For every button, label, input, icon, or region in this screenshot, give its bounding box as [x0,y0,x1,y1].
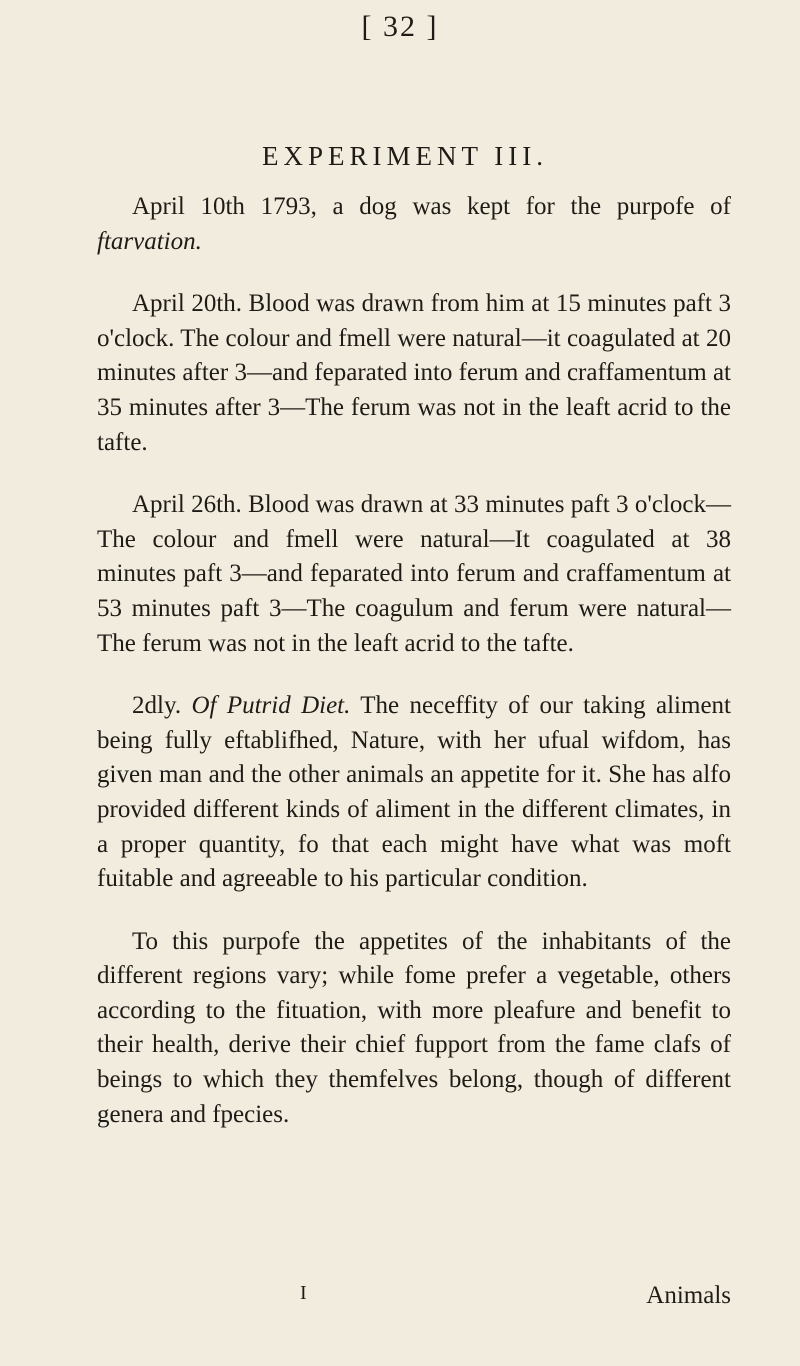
italic-subheading: Of Putrid Diet. [191,692,351,720]
body-text [97,190,731,1160]
catchword: Animals [646,1282,731,1309]
page-number: [ 32 ] [361,10,439,43]
paragraph-starvation [97,190,731,259]
signature-mark: I [300,1282,307,1304]
paragraph-prefix: 2dly. [132,692,192,720]
paragraph-april-26: April 26th. Blood was drawn at 33 minutes paft 3 o'clock—The colour and fmell were natural—It coagulated at 38 minutes paft 3—and feparated into ferum and craffamentum at 53 minutes paft 3—The coagulum and ferum were natural—The ferum was not in the leaft acrid to the tafte. [97,491,731,657]
paragraph-appetites: To this purpofe the appetites of the inhabitants of the different regions vary; while fome prefer a vegetable, others according to the fituation, with more pleafure and benefit to their health, derive their chief fupport from the fame clafs of beings to which they themfelves belong, though of different genera and fpecies. [97,927,731,1128]
paragraph-putrid-diet [97,689,731,897]
italic-term: ftarvation. [97,227,202,255]
paragraph-april-20: April 20th. Blood was drawn from him at 15 minutes paft 3 o'clock. The colour and fmell were natural—it coagulated at 20 minutes after 3—and feparated into ferum and craffamentum at 35 minutes after 3—The ferum was not in the leaft acrid to the tafte. [97,290,731,456]
section-heading: EXPERIMENT III. [262,141,548,171]
paragraph-text: April 10th 1793, a dog was kept for the purpofe of [132,193,731,220]
paragraph-text: The neceffity of our taking aliment being fully eftablifhed, Nature, with her ufual wifdom, has given man and the other animals an appetite for it. She has alfo provided different kinds of aliment in the different climates, in a proper quantity, fo that each might have what was moft fuitable and agreeable to his particular condition. [97,692,731,893]
